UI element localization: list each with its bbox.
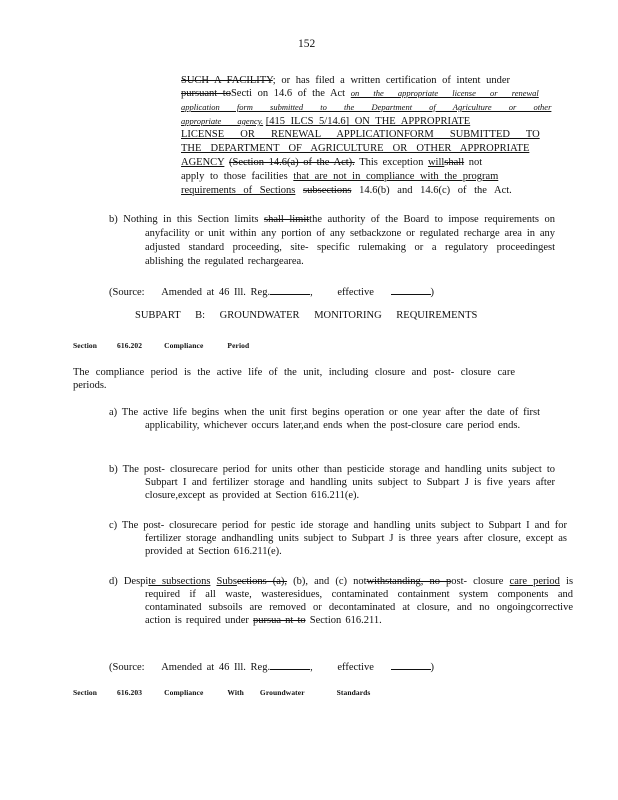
carryover-line-6: THE DEPARTMENT OF AGRICULTURE OR OTHER APPROPRIATE	[181, 143, 530, 154]
section-number: 616.203	[117, 688, 143, 697]
paragraph-c: c) The post- closurecare period for pestic ide storage and handling units subject to Subpart I and for fertilizer storage andhandling units subject to Subpart J is three years after closure, except as provided at Section 616.211(e).	[109, 520, 567, 557]
text-run: b) Nothing in this Section limits	[109, 214, 259, 225]
text-run: is required if all waste, wasteresidues, contaminated containment system components and contaminated subsoils are removed or decontaminated at closure, and no ongoingcorrective action is required under	[145, 576, 574, 626]
text-run: d) Despi	[109, 576, 149, 587]
underlined-text: AGENCY	[181, 157, 225, 168]
carryover-line-7	[181, 156, 482, 169]
text-run: 14.6(b) and 14.6(c) of the Act.	[359, 185, 512, 196]
text-run: This exception	[359, 157, 424, 168]
paragraph-b	[109, 213, 555, 269]
carryover-line-8	[181, 170, 498, 183]
underlined-text: will	[427, 157, 445, 168]
text-run: Section 616.211.	[309, 615, 382, 626]
struck-text: shall limit	[263, 214, 310, 225]
italic-inserted-text: appropriate agency.	[181, 116, 264, 126]
struck-text: pursuant to	[181, 88, 231, 99]
text-run: apply to those facilities	[181, 171, 288, 182]
section-number: 616.202	[117, 341, 143, 350]
section-title: Standards	[336, 688, 371, 697]
text-run: Secti on 14.6 of the Act	[230, 88, 346, 99]
underlined-text: requirements of Sections	[181, 185, 296, 196]
paragraph-b-item: b) The post- closurecare period for units other than pesticide storage and handling units subject to Subpart I and fertilizer storage and handling units subject to Subpart J is five years after closure,except as provided at Section 616.211(e).	[109, 464, 555, 501]
section-title: Compliance	[164, 688, 204, 697]
carryover-line-3	[181, 101, 551, 114]
underlined-text: care period	[509, 576, 560, 587]
source-note	[109, 284, 434, 299]
italic-inserted-text: application form submitted to the Department of Agriculture or other	[181, 102, 552, 112]
page-number: 152	[298, 38, 316, 50]
source-amended: Amended at 46 Ill. Reg.	[161, 287, 271, 298]
source-close: )	[430, 662, 435, 673]
italic-inserted-text: on the appropriate license or renewal	[350, 88, 539, 98]
source-label: (Source:	[109, 287, 145, 298]
blank-line	[391, 284, 431, 295]
text-run: ; or has filed a written certification of intent under	[272, 75, 510, 86]
underlined-text: Subs	[216, 576, 237, 587]
underlined-text: that are not in compliance with the program	[293, 171, 499, 182]
paragraph-d	[109, 575, 573, 627]
section-heading	[73, 341, 249, 350]
source-comma: ,	[310, 662, 313, 673]
carryover-line-2	[181, 87, 539, 100]
text-run: the authority of the Board to impose requirements on anyfacility or unit within any portion of any setbackzone or regulated recharge area in any adjusted standard proceeding, site- specific rulemaking or a regulatory proceedingest ablishing the regulated rechargearea.	[145, 214, 556, 267]
paragraph-a: a) The active life begins when the unit first begins operation or one year after the date of first applicability, whichever occurs later,and ends when the post-closure care period ends.	[109, 407, 540, 431]
struck-text: shall	[444, 157, 465, 168]
struck-text: subsections	[303, 185, 352, 196]
source-note	[109, 659, 434, 674]
carryover-line-1	[181, 74, 510, 87]
intro-paragraph: The compliance period is the active life of the unit, including closure and post- closure care periods.	[73, 367, 515, 391]
blank-line	[270, 284, 310, 295]
section-label: Section	[73, 688, 98, 697]
underlined-text: [415 ILCS 5/14.6] ON THE APPROPRIATE	[265, 116, 471, 127]
text-run: (b), and (c) not	[293, 576, 367, 587]
carryover-line-9	[181, 184, 512, 197]
carryover-line-4	[181, 115, 470, 128]
blank-line	[270, 659, 310, 670]
carryover-line-5: LICENSE OR RENEWAL APPLICATIONFORM SUBMITTED TO	[181, 129, 540, 140]
section-title: With	[227, 688, 244, 697]
underlined-text: te subsections	[148, 576, 211, 587]
text-run: ost- closure	[451, 576, 504, 587]
section-label: Section	[73, 341, 98, 350]
struck-text: (Section 14.6(a) of the Act).	[228, 157, 355, 168]
struck-text: SUCH A FACILITY	[181, 75, 273, 86]
subpart-heading: SUBPART B: GROUNDWATER MONITORING REQUIREMENTS	[135, 310, 478, 321]
blank-line	[391, 659, 431, 670]
section-title: Groundwater	[259, 688, 305, 697]
source-effective: effective	[337, 287, 374, 298]
section-title: Period	[227, 341, 250, 350]
source-label: (Source:	[109, 662, 145, 673]
section-heading	[73, 688, 370, 697]
source-effective: effective	[337, 662, 374, 673]
struck-text: ections (a),	[236, 576, 288, 587]
source-comma: ,	[310, 287, 313, 298]
section-title: Compliance	[164, 341, 204, 350]
source-close: )	[430, 287, 435, 298]
struck-text: withstanding, no p	[366, 576, 452, 587]
text-run: not	[468, 157, 483, 168]
source-amended: Amended at 46 Ill. Reg.	[161, 662, 271, 673]
struck-text: pursua nt to	[253, 615, 306, 626]
